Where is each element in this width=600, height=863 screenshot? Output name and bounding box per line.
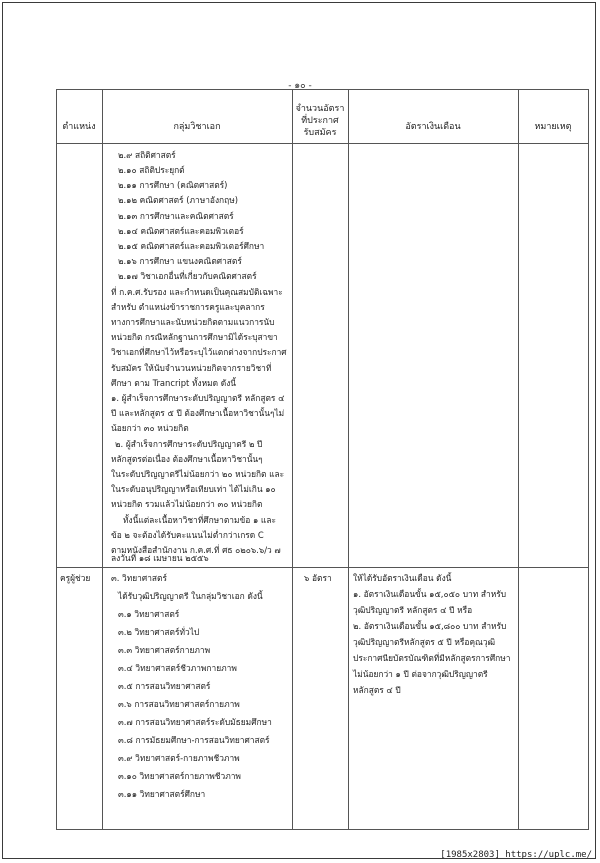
- image-source-footer: [1985x2803] https://uplc.me/: [440, 850, 592, 860]
- science-line: ๓.๓ วิทยาศาสตร์กายภาพ: [118, 645, 211, 655]
- math-line: ๒.๑๖ การศึกษา แขนงคณิตศาสตร์: [118, 256, 242, 266]
- math-line: น้อยกว่า ๓๐ หน่วยกิต: [111, 423, 189, 433]
- header-salary: อัตราเงินเดือน: [405, 122, 461, 132]
- math-line: ๒.๑๓ การศึกษาและคณิตศาสตร์: [118, 211, 234, 221]
- math-line: ปี และหลักสูตร ๕ ปี ต้องศึกษาเนื้อหาวิชานั้นๆไม่: [111, 408, 285, 418]
- page-number: - ๑๐ -: [288, 81, 312, 91]
- announcement-table: [56, 89, 588, 830]
- header-major-group: กลุ่มวิชาเอก: [173, 122, 221, 132]
- header-remarks: หมายเหตุ: [534, 122, 572, 132]
- math-line: วิชาเอกที่ศึกษาไว้หรือระบุไว้แตกต่างจากประกาศ: [111, 347, 287, 357]
- math-line: รับสมัคร ให้นับจำนวนหน่วยกิตจากรายวิชาที่: [111, 363, 272, 373]
- position-assistant-teacher: ครูผู้ช่วย: [60, 573, 91, 583]
- header-rate-count-line3: รับสมัคร: [303, 128, 337, 138]
- math-line: ตามหนังสือสำนักงาน ก.ค.ศ.ที่ ศธ ๐๒๐๖.๖/ว ๗: [111, 545, 281, 555]
- math-line: ๒.๑๔ คณิตศาสตร์และคอมพิวเตอร์: [118, 226, 244, 236]
- science-line: ๓.๔ วิทยาศาสตร์ชีวภาพกายภาพ: [118, 663, 237, 673]
- math-line: ทั้งนี้แต่ละเนื้อหาวิชาที่ศึกษาตามข้อ ๑ และ: [123, 515, 276, 525]
- science-line: ๓.๑ วิทยาศาสตร์: [118, 609, 180, 619]
- header-position: ตำแหน่ง: [62, 122, 96, 132]
- math-line: หลักสูตรต่อเนื่อง ต้องศึกษาเนื้อหาวิชานั้นๆ: [111, 454, 263, 464]
- science-line: ๓.๑๐ วิทยาศาสตร์กายภาพชีวภาพ: [118, 771, 241, 781]
- salary-line: ๑. อัตราเงินเดือนขั้น ๑๕,๐๕๐ บาท สำหรับ: [353, 589, 507, 599]
- math-line: ที่ ก.ค.ศ.รับรอง และกำหนดเป็นคุณสมบัติเฉพาะ: [111, 287, 283, 297]
- math-line: ๒.๑๒ คณิตศาสตร์ (ภาษาอังกฤษ): [118, 195, 238, 205]
- math-line: ในระดับอนุปริญญาหรือเทียบเท่า ได้ไม่เกิน ๑๐: [111, 484, 276, 494]
- header-rate-count-line1: จำนวนอัตรา: [295, 104, 345, 114]
- salary-line: ไม่น้อยกว่า ๑ ปี ต่อจากวุฒิปริญญาตรี: [353, 669, 488, 679]
- math-line: ศึกษา ตาม Trancript ทั้งหมด ดังนี้: [111, 378, 237, 388]
- salary-line: วุฒิปริญญาตรีหลักสูตร ๕ ปี หรือคุณวุฒิ: [353, 637, 496, 647]
- math-line: ๒.๑๕ คณิตศาสตร์และคอมพิวเตอร์ศึกษา: [118, 241, 265, 251]
- salary-line: ๒. อัตราเงินเดือนขั้น ๑๕,๘๐๐ บาท สำหรับ: [353, 621, 507, 631]
- salary-line: ให้ได้รับอัตราเงินเดือน ดังนี้: [353, 573, 452, 583]
- math-line: ลงวันที่ ๑๘ เมษายน ๒๕๕๖: [111, 553, 209, 563]
- science-line: ๓.๑๑ วิทยาศาสตร์ศึกษา: [118, 789, 206, 799]
- math-line: ๒.๙ สถิติศาสตร์: [118, 150, 176, 160]
- science-line: ๓.๕ การสอนวิทยาศาสตร์: [118, 681, 211, 691]
- math-line: ข้อ ๒ จะต้องได้รับคะแนนไม่ต่ำกว่าเกรด C: [111, 530, 264, 540]
- math-line: สำหรับ ตำแหน่งข้าราชการครูและบุคลากร: [111, 302, 265, 312]
- math-line: ๒. ผู้สำเร็จการศึกษาระดับปริญญาตรี ๒ ปี: [115, 439, 263, 449]
- rate-count: ๖ อัตรา: [304, 573, 332, 583]
- math-line: ๒.๑๑ การศึกษา (คณิตศาสตร์): [118, 180, 228, 190]
- science-line: ๓. วิทยาศาสตร์: [111, 573, 167, 583]
- salary-line: ประกาศนียบัตรบัณฑิตที่มีหลักสูตรการศึกษา: [353, 653, 511, 663]
- math-line: หน่วยกิต รวมแล้วไม่น้อยกว่า ๓๐ หน่วยกิต: [111, 499, 263, 509]
- salary-line: หลักสูตร ๔ ปี: [353, 685, 401, 695]
- science-line: ๓.๘ การมัธยมศึกษา-การสอนวิทยาศาสตร์: [118, 735, 270, 745]
- science-line: ๓.๖ การสอนวิทยาศาสตร์กายภาพ: [118, 699, 240, 709]
- science-line: ๓.๒ วิทยาศาสตร์ทั่วไป: [118, 627, 200, 637]
- math-line: ทางการศึกษาและนับหน่วยกิตตามแนวการนับ: [111, 317, 275, 327]
- math-line: ๒.๑๗ วิชาเอกอื่นที่เกี่ยวกับคณิตศาสตร์: [118, 271, 257, 281]
- science-line: ๓.๗ การสอนวิทยาศาสตร์ระดับมัธยมศึกษา: [118, 717, 272, 727]
- math-line: ๑. ผู้สำเร็จการศึกษาระดับปริญญาตรี หลักสูตร ๔: [111, 393, 285, 403]
- math-line: ๒.๑๐ สถิติประยุกต์: [118, 165, 185, 175]
- math-line: หน่วยกิต กรณีหลักฐานการศึกษามิได้ระบุสาขา: [111, 332, 278, 342]
- science-line: ได้รับวุฒิปริญญาตรี ในกลุ่มวิชาเอก ดังนี้: [118, 591, 263, 601]
- math-line: ในระดับปริญญาตรีไม่น้อยกว่า ๒๐ หน่วยกิต และ: [111, 469, 285, 479]
- header-rate-count-line2: ที่ประกาศ: [301, 116, 339, 126]
- science-line: ๓.๙ วิทยาศาสตร์-กายภาพชีวภาพ: [118, 753, 240, 763]
- salary-line: วุฒิปริญญาตรี หลักสูตร ๔ ปี หรือ: [353, 605, 473, 615]
